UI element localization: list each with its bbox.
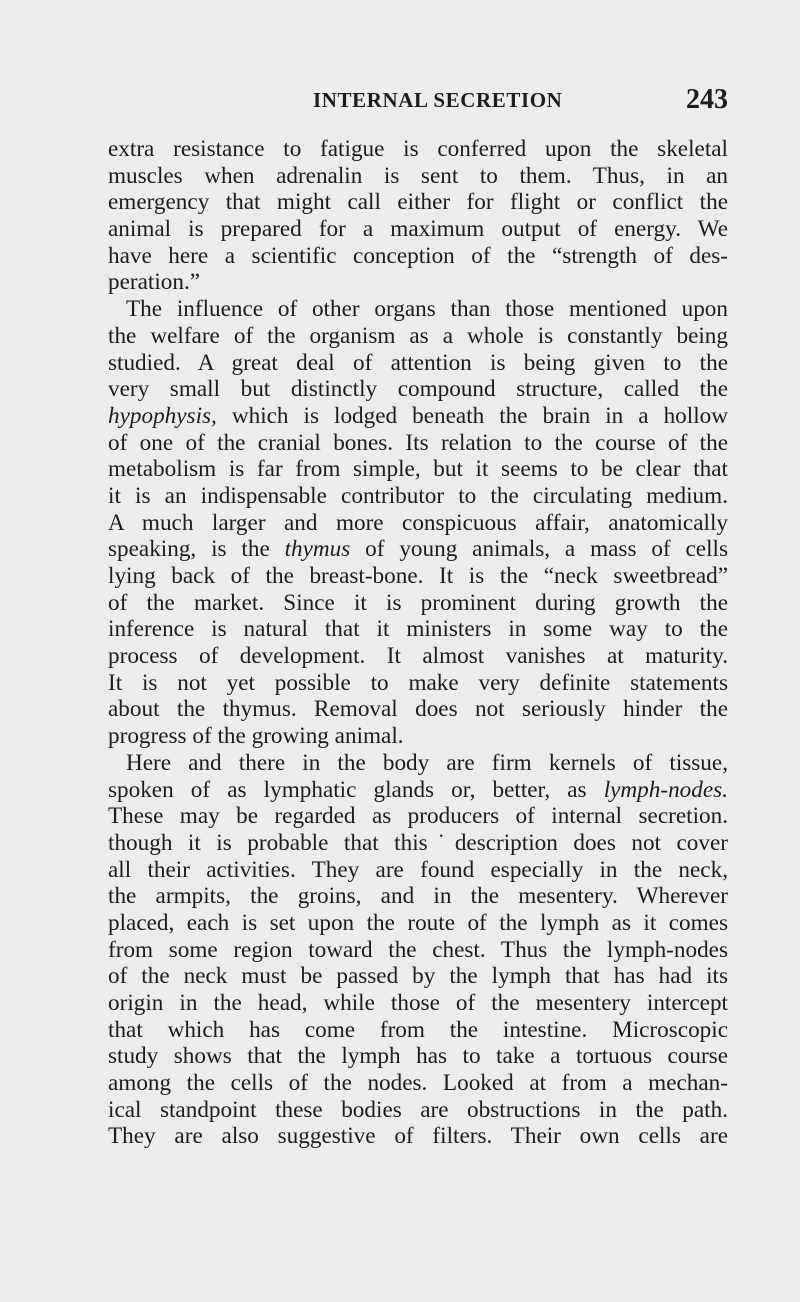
text-run: of young animals, a mass of cells [350, 536, 728, 563]
text-line: inference is natural that it ministers in some way to the [108, 616, 728, 643]
text-line [108, 777, 728, 804]
text-line: peration.” [108, 269, 201, 296]
text-line: muscles when adrenalin is sent to them. Thus, in an [108, 162, 728, 189]
text-line: progress of the growing animal. [108, 723, 404, 750]
italic-term: thymus [284, 536, 351, 563]
text-line [108, 403, 728, 430]
text-line: lying back of the breast-bone. It is the “neck sweetbread” [108, 563, 728, 589]
text-line: from some region toward the chest. Thus the lymph-nodes [108, 936, 728, 963]
text-line: among the cells of the nodes. Looked at from a mechan- [108, 1070, 728, 1097]
text-line: A much larger and more conspicuous affair, anatomically [108, 509, 728, 536]
text-line: extra resistance to fatigue is conferred upon the skeletal [108, 136, 728, 162]
text-line: of the neck must be passed by the lymph that has had its [108, 963, 728, 990]
text-run: spoken of as lymphatic glands or, better, as [108, 776, 604, 803]
text-line: These may be regarded as producers of internal secretion. [108, 803, 728, 830]
text-line: placed, each is set upon the route of the lymph as it comes [108, 909, 728, 936]
body-text [108, 136, 728, 1150]
text-line: They are also suggestive of filters. Their own cells are [108, 1123, 728, 1150]
text-line [108, 536, 728, 563]
text-line: Here and there in the body are firm kernels of tissue, [126, 749, 728, 776]
text-line: It is not yet possible to make very definite statements [108, 669, 728, 696]
running-title: INTERNAL SECRETION [313, 88, 563, 112]
text-line: animal is prepared for a maximum output of energy. We [108, 216, 728, 243]
text-line: very small but distinctly compound structure, called the [108, 376, 728, 403]
italic-term: hypophysis, [108, 402, 217, 429]
text-run: which is lodged beneath the brain in a hollow [216, 402, 728, 429]
text-line: The influence of other organs than those mentioned upon [126, 296, 728, 323]
text-line: all their activities. They are found especially in the neck, [108, 856, 728, 883]
text-line: study shows that the lymph has to take a tortuous course [108, 1043, 728, 1070]
text-line: origin in the head, while those of the mesentery intercept [108, 990, 728, 1016]
text-line: process of development. It almost vanishes at maturity. [108, 643, 728, 670]
running-head [108, 84, 728, 114]
page-number: 243 [686, 84, 728, 115]
text-line: it is an indispensable contributor to the circulating medium. [108, 482, 728, 509]
text-line: have here a scientific conception of the “strength of des- [108, 242, 728, 269]
text-line: about the thymus. Removal does not seriously hinder the [108, 696, 728, 723]
text-line: studied. A great deal of attention is being given to the [108, 349, 728, 376]
text-line: emergency that might call either for flight or conflict the [108, 189, 728, 216]
text-line: the welfare of the organism as a whole is constantly being [108, 322, 728, 349]
text-line: of the market. Since it is prominent during growth the [108, 589, 728, 616]
text-line: of one of the cranial bones. Its relation to the course of the [108, 429, 728, 456]
italic-term: lymph-nodes. [603, 776, 728, 803]
text-line: that which has come from the intestine. Microscopic [108, 1016, 728, 1043]
text-line: metabolism is far from simple, but it seems to be clear that [108, 456, 728, 483]
text-line: though it is probable that this˙description does not cover [108, 829, 728, 856]
text-line: the armpits, the groins, and in the mesentery. Wherever [108, 883, 728, 910]
text-run: speaking, is the [108, 536, 285, 563]
text-line: ical standpoint these bodies are obstructions in the path. [108, 1096, 728, 1123]
